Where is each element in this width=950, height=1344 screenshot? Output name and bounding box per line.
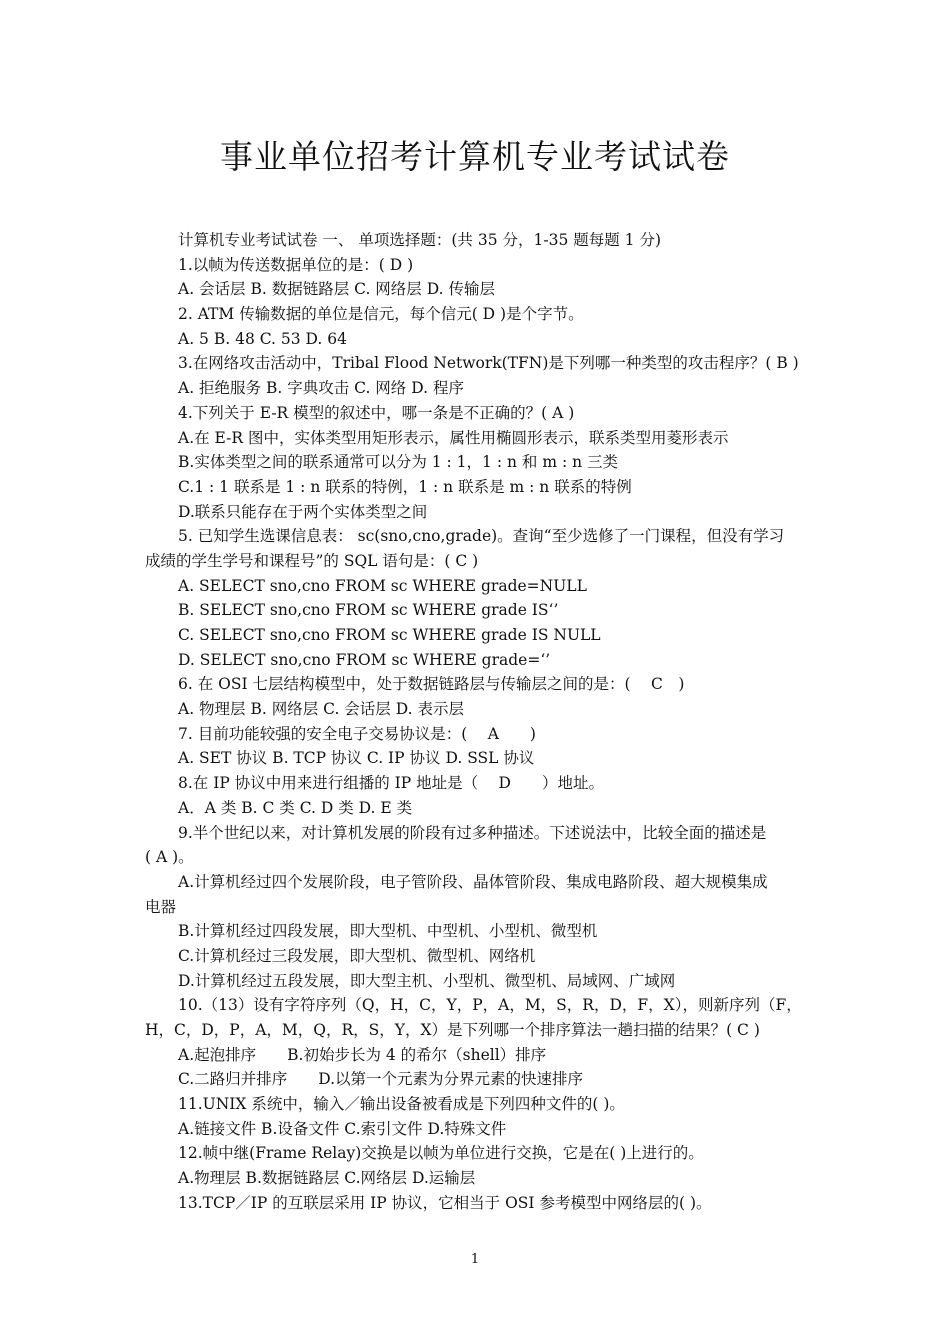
text-line: A.在 E-R 图中，实体类型用矩形表示，属性用椭圆形表示，联系类型用菱形表示 xyxy=(178,428,729,447)
page-number: 1 xyxy=(470,1252,480,1267)
text-line: B.计算机经过四段发展，即大型机、中型机、小型机、微型机 xyxy=(178,922,598,941)
text-line: B.实体类型之间的联系通常可以分为 1 : 1，1 : n 和 m : n 三类 xyxy=(178,453,619,472)
text-line: H，C，D，P，A，M，Q，R，S，Y，X）是下列哪一个排序算法一趟扫描的结果？( C ) xyxy=(145,1021,760,1039)
text-line: A. 5 B. 48 C. 53 D. 64 xyxy=(178,329,347,348)
text-line: A. 会话层 B. 数据链路层 C. 网络层 D. 传输层 xyxy=(178,280,495,299)
text-line: 10.（13）设有字符序列（Q，H，C，Y，P，A，M，S，R，D，F，X），则新序列（F， xyxy=(178,996,802,1015)
text-line: 7. 目前功能较强的安全电子交易协议是：( A ) xyxy=(178,724,536,743)
text-line: 4.下列关于 E-R 模型的叙述中，哪一条是不正确的？( A ) xyxy=(178,403,575,422)
text-line: D. SELECT sno,cno FROM sc WHERE grade=‘’ xyxy=(178,650,551,669)
text-line: B. SELECT sno,cno FROM sc WHERE grade IS‘’ xyxy=(178,601,559,620)
text-line: A. SELECT sno,cno FROM sc WHERE grade=NULL xyxy=(178,576,587,595)
text-line: 11.UNIX 系统中，输入／输出设备被看成是下列四种文件的( )。 xyxy=(178,1095,625,1114)
text-line: C.二路归并排序 D.以第一个元素为分界元素的快速排序 xyxy=(178,1070,584,1089)
text-line: 5. 已知学生选课信息表： sc(sno,cno,grade)。查询“至少选修了一门课程，但没有学习 xyxy=(178,527,785,546)
text-line: A. 拒绝服务 B. 字典攻击 C. 网络 D. 程序 xyxy=(178,379,464,398)
text-line: 计算机专业考试试卷 一、 单项选择题：(共 35 分，1-35 题每题 1 分) xyxy=(178,231,661,249)
text-line: 12.帧中继(Frame Relay)交换是以帧为单位进行交换，它是在( )上进行的。 xyxy=(178,1144,704,1163)
text-line: 6. 在 OSI 七层结构模型中，处于数据链路层与传输层之间的是：( C ) xyxy=(178,675,685,694)
text-line: 1.以帧为传送数据单位的是：( D ) xyxy=(178,255,414,274)
text-line: 3.在网络攻击活动中，Tribal Flood Network(TFN)是下列哪一种类型的攻击程序？( B ) xyxy=(178,354,799,373)
text-line: 2. ATM 传输数据的单位是信元，每个信元( D )是个字节。 xyxy=(178,305,584,324)
text-line: ( A )。 xyxy=(145,848,194,867)
text-line: 电器 xyxy=(145,897,177,916)
text-line: A. 物理层 B. 网络层 C. 会话层 D. 表示层 xyxy=(178,700,464,719)
text-line: D.联系只能存在于两个实体类型之间 xyxy=(178,502,428,521)
text-line: 13.TCP／IP 的互联层采用 IP 协议，它相当于 OSI 参考模型中网络层的( )。 xyxy=(178,1193,712,1212)
document-body xyxy=(145,228,810,1216)
text-line: D.计算机经过五段发展，即大型主机、小型机、微型机、局域网、广域网 xyxy=(178,971,676,990)
text-line: A.起泡排序 B.初始步长为 4 的希尔（shell）排序 xyxy=(178,1045,547,1064)
text-line: C. SELECT sno,cno FROM sc WHERE grade IS NULL xyxy=(178,626,601,644)
text-line: A.链接文件 B.设备文件 C.索引文件 D.特殊文件 xyxy=(178,1119,507,1138)
text-line: A．A 类 B. C 类 C. D 类 D. E 类 xyxy=(178,798,413,817)
text-line: 9.半个世纪以来，对计算机发展的阶段有过多种描述。下述说法中，比较全面的描述是 xyxy=(178,823,767,842)
text-line: A.计算机经过四个发展阶段，电子管阶段、晶体管阶段、集成电路阶段、超大规模集成 xyxy=(178,872,768,891)
text-line: A.物理层 B.数据链路层 C.网络层 D.运输层 xyxy=(178,1169,476,1188)
text-line: C.1 : 1 联系是 1 : n 联系的特例，1 : n 联系是 m : n 联系的特例 xyxy=(178,477,632,496)
page-title: 事业单位招考计算机专业考试试卷 xyxy=(220,137,730,176)
text-line: C.计算机经过三段发展，即大型机、微型机、网络机 xyxy=(178,946,536,965)
text-line: A. SET 协议 B. TCP 协议 C. IP 协议 D. SSL 协议 xyxy=(178,749,535,768)
text-line: 成绩的学生学号和课程号”的 SQL 语句是：( C ) xyxy=(145,551,479,570)
text-line: 8.在 IP 协议中用来进行组播的 IP 地址是（ D ）地址。 xyxy=(178,774,604,793)
